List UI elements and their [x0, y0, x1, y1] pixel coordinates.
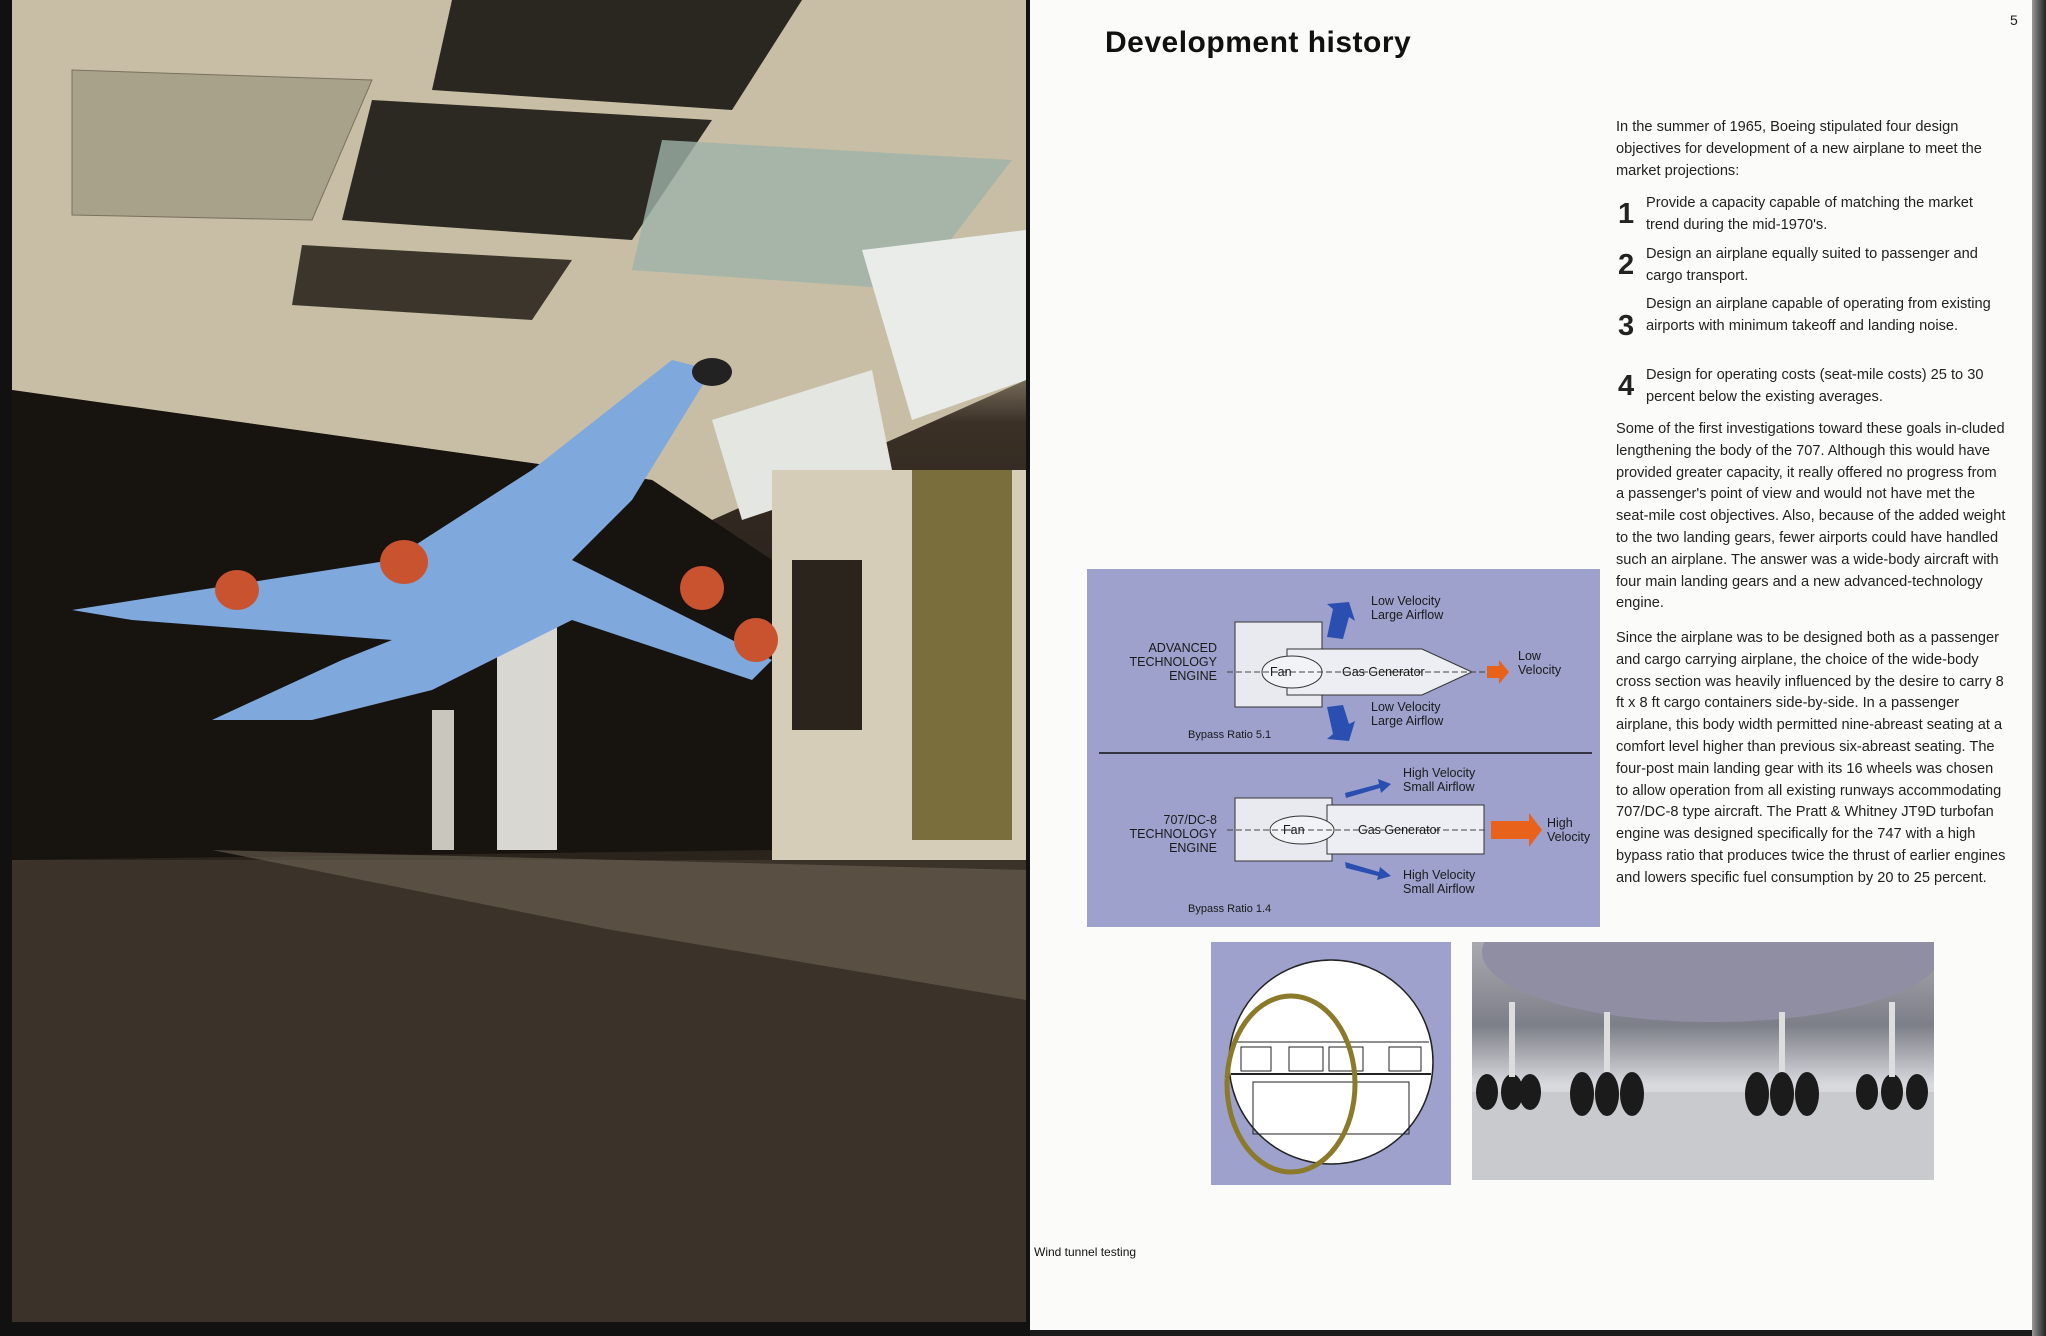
bypass-ratio-label: Bypass Ratio 1.4 [1188, 903, 1272, 915]
objective-text: Design an airplane equally suited to passenger and cargo transport. [1646, 246, 1978, 284]
objective-text: Provide a capacity capable of matching the market trend during the mid-1970's. [1646, 195, 1973, 233]
fan-label: Fan [1283, 823, 1305, 837]
exhaust-label: High Velocity [1547, 816, 1591, 844]
exhaust-arrow [1491, 813, 1542, 847]
objective-4 [1616, 365, 2006, 409]
engine-comparison-diagram [1087, 569, 1600, 927]
page-edge [2032, 0, 2046, 1336]
objective-text: Design for operating costs (seat-mile costs) 25 to 30 percent below the existing averages. [1646, 367, 1984, 405]
upper-airflow-label: High Velocity Small Airflow [1403, 766, 1476, 794]
landing-gear-photo [1472, 942, 1934, 1180]
bypass-arrow-down [1327, 705, 1355, 741]
objective-text: Design an airplane capable of operating from existing airports with minimum takeoff and landing noise. [1646, 296, 1991, 334]
paragraph-1: Some of the first investigations toward these goals in-cluded lengthening the body of the 707. Although this would have provided greater capacity, it really offered no progress from a passenger's point of view and would not have met the seat-mile cost objectives. Also, because of the added weight to the two landing gears, fewer airports could have handled such an airplane. The answer was a wide-body aircraft with four main landing gears and a new advanced-technology engine. [1616, 421, 2006, 612]
objective-1 [1616, 193, 2006, 237]
objective-number: 4 [1618, 370, 1635, 402]
objective-3 [1616, 294, 2006, 342]
lower-airflow-label: Low Velocity Large Airflow [1371, 700, 1444, 728]
bypass-arrow-up [1345, 779, 1391, 798]
707-engine-label: 707/DC-8 TECHNOLOGY ENGINE [1129, 813, 1217, 855]
bypass-arrow-up [1327, 602, 1355, 639]
objective-number: 1 [1618, 198, 1635, 230]
bypass-arrow-down [1345, 862, 1391, 880]
exhaust-arrow [1487, 660, 1509, 684]
fuselage-cross-section [1211, 942, 1451, 1185]
paragraph-2: Since the airplane was to be designed both as a passenger and cargo carrying airplane, the choice of the wide-body cross section was heavily influenced by the desire to carry 8 ft x 8 ft cargo containers side-by-side. In a passenger airplane, this body width permitted nine-abreast seating at a comfort level higher than previous six-abreast seating. The four-post main landing gear with its 16 wheels was chosen to allow operation from all existing runways accommodating 707/DC-8 type aircraft. The Pratt & Whitney JT9D turbofan engine was designed specifically for the 747 with a high bypass ratio that produces twice the thrust of earlier engines and lowers specific fuel consumption by 20 to 25 percent. [1616, 630, 2006, 886]
objective-2 [1616, 244, 2006, 288]
wind-tunnel-photo [12, 0, 1026, 1322]
objective-number: 2 [1618, 249, 1635, 281]
objective-number: 3 [1618, 310, 1635, 342]
bypass-ratio-label: Bypass Ratio 5.1 [1188, 729, 1272, 741]
upper-airflow-label: Low Velocity Large Airflow [1371, 594, 1444, 622]
page-number: 5 [2010, 12, 2018, 28]
photo-caption: Wind tunnel testing [1034, 1245, 1137, 1259]
exhaust-label: Low Velocity [1518, 649, 1562, 677]
page-title: Development history [1105, 26, 1412, 59]
advanced-engine-label: ADVANCED TECHNOLOGY ENGINE [1129, 641, 1217, 683]
lower-airflow-label: High Velocity Small Airflow [1403, 868, 1476, 896]
fan-label: Fan [1270, 665, 1292, 679]
gas-generator-label: Gas Generator [1358, 823, 1441, 837]
gas-generator-label: Gas Generator [1342, 665, 1425, 679]
intro-paragraph: In the summer of 1965, Boeing stipulated four design objectives for development of a new airplane to meet the market projections: [1616, 119, 1982, 179]
